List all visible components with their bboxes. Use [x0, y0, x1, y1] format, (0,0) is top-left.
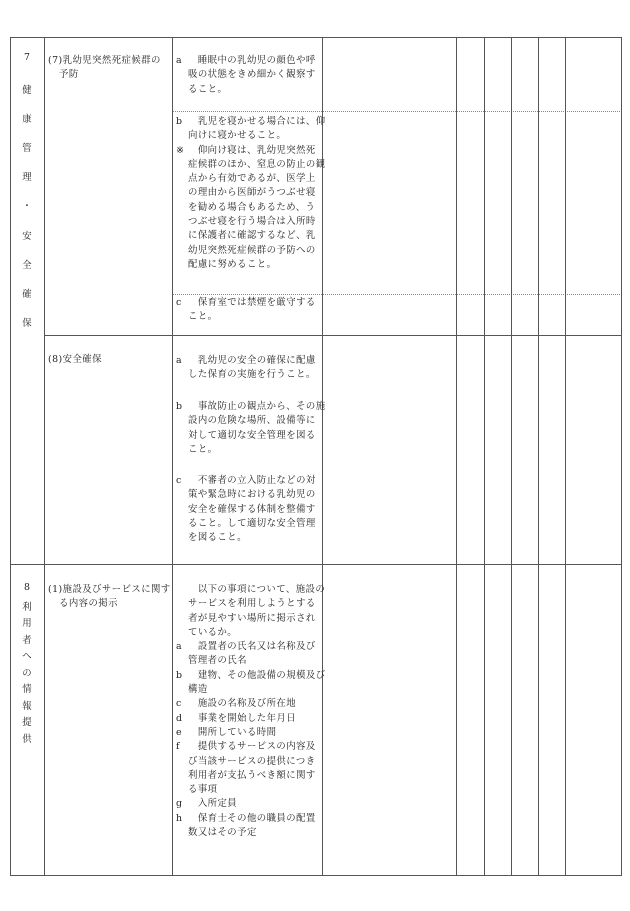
- content-line: [176, 400, 326, 414]
- item-heading-line: 予防: [59, 69, 79, 81]
- line-marker: c: [176, 698, 182, 710]
- section-title-char: へ: [22, 651, 32, 662]
- section-title-char: 者: [22, 635, 32, 646]
- line-marker: c: [176, 297, 182, 308]
- section-title-char: 確: [22, 289, 32, 300]
- content-line: [176, 83, 316, 97]
- content-block: [176, 354, 316, 383]
- line-marker: b: [176, 401, 183, 412]
- content-line: [176, 531, 316, 545]
- content-line: [176, 683, 326, 697]
- section-title-char: 健: [22, 85, 32, 96]
- content-line: [176, 68, 316, 82]
- line-text: に保護者に確認するなど、乳: [188, 230, 316, 242]
- line-text: ているか。: [188, 626, 238, 638]
- line-text: 吸の状態をきめ細かく観察す: [188, 69, 316, 81]
- content-line: [176, 429, 326, 443]
- content-line: [176, 229, 326, 243]
- line-text: 点から有効であるが、医学上: [188, 173, 316, 185]
- item-heading-line: (7)乳幼児突然死症候群の: [48, 55, 161, 66]
- content-line: [176, 296, 316, 310]
- content-block: [176, 115, 326, 272]
- item-heading-line: る内容の掲示: [59, 598, 118, 610]
- line-text: した保育の実施を行うこと。: [188, 369, 316, 381]
- content-line: [176, 797, 326, 811]
- content-line: [176, 158, 326, 172]
- item-heading: [48, 583, 171, 612]
- content-line: [176, 654, 326, 668]
- content-line: [176, 769, 326, 783]
- content-line: [176, 258, 326, 272]
- content-line: [176, 755, 326, 769]
- content-line: [176, 488, 316, 502]
- content-line: [176, 697, 326, 711]
- line-marker: b: [176, 116, 183, 127]
- content-line: [176, 129, 326, 143]
- line-text: 構造: [188, 684, 208, 696]
- line-marker: g: [176, 798, 183, 810]
- line-marker: c: [176, 475, 182, 486]
- content-line: [176, 626, 326, 640]
- content-block: [176, 400, 326, 457]
- content-line: [176, 144, 326, 158]
- line-marker: a: [176, 55, 183, 66]
- content-line: [176, 244, 326, 258]
- line-marker: e: [176, 726, 182, 738]
- content-block: [176, 583, 326, 840]
- line-text: を勧める場合もあるため、う: [188, 201, 316, 213]
- content-block: [176, 296, 316, 325]
- line-text: 者が見やすい場所に掲示され: [188, 612, 316, 624]
- section-title-char: 管: [22, 143, 32, 154]
- content-line: [176, 669, 326, 683]
- line-text: る事項: [188, 784, 218, 796]
- content-line: [176, 54, 316, 68]
- content-line: [176, 354, 316, 368]
- item-heading: [48, 54, 161, 83]
- line-text: 以下の事項について、施設の: [188, 584, 326, 595]
- content-line: [176, 186, 326, 200]
- line-text: 不審者の立入防止などの対: [188, 475, 316, 486]
- section-title-char: 用: [22, 618, 32, 629]
- line-text: 保育室では禁煙を厳守する: [188, 297, 316, 308]
- line-text: 管理者の氏名: [188, 655, 247, 667]
- line-text: 保育士その他の職員の配置: [188, 812, 316, 824]
- line-text: 利用者が支払うべき額に関す: [188, 769, 316, 781]
- line-text: 仰向け寝は、乳幼児突然死: [188, 144, 316, 156]
- section-title-char: 保: [22, 318, 32, 329]
- content-line: [176, 812, 326, 826]
- content-line: [176, 310, 316, 324]
- line-text: を図ること。: [188, 532, 247, 544]
- line-text: 症候群のほか、窒息の防止の観: [188, 158, 326, 170]
- line-text: 設内の危険な場所、設備等に: [188, 415, 316, 427]
- item-heading-line: (1)施設及びサービスに関す: [48, 584, 171, 595]
- section-title-char: 安: [22, 231, 32, 242]
- line-text: 提供するサービスの内容及: [188, 741, 316, 753]
- content-line: [176, 368, 316, 382]
- section-title-char: 理: [22, 172, 32, 183]
- section-title-char: の: [22, 668, 32, 679]
- line-text: 施設の名称及び所在地: [188, 698, 297, 710]
- line-text: 向けに寝かせること。: [188, 130, 287, 142]
- content-line: [176, 583, 326, 597]
- content-line: [176, 597, 326, 611]
- line-text: こと。: [188, 443, 218, 455]
- section-title-char: ・: [22, 201, 32, 212]
- content-line: [176, 783, 326, 797]
- line-text: 配慮に努めること。: [188, 258, 277, 270]
- section-title-char: 情: [22, 684, 32, 695]
- section-number: 7: [24, 52, 30, 63]
- content-block: [176, 54, 316, 97]
- content-line: [176, 517, 316, 531]
- line-marker: a: [176, 641, 183, 653]
- line-text: サービスを利用しようとする: [188, 598, 316, 610]
- content-line: [176, 712, 326, 726]
- line-text: 設置者の氏名又は名称及び: [188, 641, 316, 653]
- line-text: こと。: [188, 311, 218, 323]
- content-line: [176, 612, 326, 626]
- content-block: [176, 474, 316, 545]
- line-marker: d: [176, 712, 183, 724]
- line-marker: b: [176, 669, 183, 681]
- line-text: 対して適切な安全管理を図る: [188, 429, 316, 441]
- section-title-char: 報: [22, 701, 32, 712]
- line-marker: ※: [176, 144, 185, 156]
- line-text: 入所定員: [188, 798, 238, 810]
- content-line: [176, 443, 326, 457]
- content-line: [176, 414, 326, 428]
- line-text: 乳幼児の安全の確保に配慮: [188, 355, 316, 366]
- content-line: [176, 640, 326, 654]
- line-text: 開所している時間: [188, 726, 277, 738]
- line-text: ること。: [188, 83, 228, 95]
- line-text: つぶせ寝を行う場合は入所時: [188, 216, 316, 228]
- line-marker: a: [176, 355, 183, 366]
- content-line: [176, 172, 326, 186]
- content-line: [176, 826, 326, 840]
- line-text: 安全を確保する体制を整備す: [188, 503, 316, 515]
- line-marker: h: [176, 812, 183, 824]
- line-text: 策や緊急時における乳幼児の: [188, 489, 316, 501]
- content-line: [176, 740, 326, 754]
- item-heading: [48, 353, 102, 367]
- section-title-char: 全: [22, 260, 32, 271]
- line-text: 事業を開始した年月日: [188, 712, 297, 724]
- line-text: ること。して適切な安全管理: [188, 517, 316, 529]
- line-text: の理由から医師がうつぶせ寝: [188, 187, 316, 199]
- section-title-char: 康: [22, 114, 32, 125]
- content-line: [176, 115, 326, 129]
- line-text: 数又はその予定: [188, 827, 257, 839]
- section-title-char: 利: [22, 602, 32, 613]
- content-line: [176, 503, 316, 517]
- content-line: [176, 726, 326, 740]
- content-line: [176, 201, 326, 215]
- section-number: 8: [24, 582, 30, 593]
- line-text: 睡眠中の乳幼児の顔色や呼: [188, 55, 316, 66]
- section-title-char: 提: [22, 717, 32, 728]
- line-text: び当該サービスの提供につき: [188, 755, 316, 767]
- content-line: [176, 474, 316, 488]
- line-text: 乳児を寝かせる場合には、仰: [188, 116, 326, 127]
- line-text: 事故防止の観点から、その施: [188, 401, 326, 412]
- content-line: [176, 215, 326, 229]
- line-marker: f: [176, 741, 180, 753]
- line-text: 幼児突然死症候群の予防への: [188, 244, 316, 256]
- line-text: 建物、その他設備の規模及び: [188, 669, 326, 681]
- section-title-char: 供: [22, 734, 32, 745]
- item-heading-line: (8)安全確保: [48, 354, 102, 365]
